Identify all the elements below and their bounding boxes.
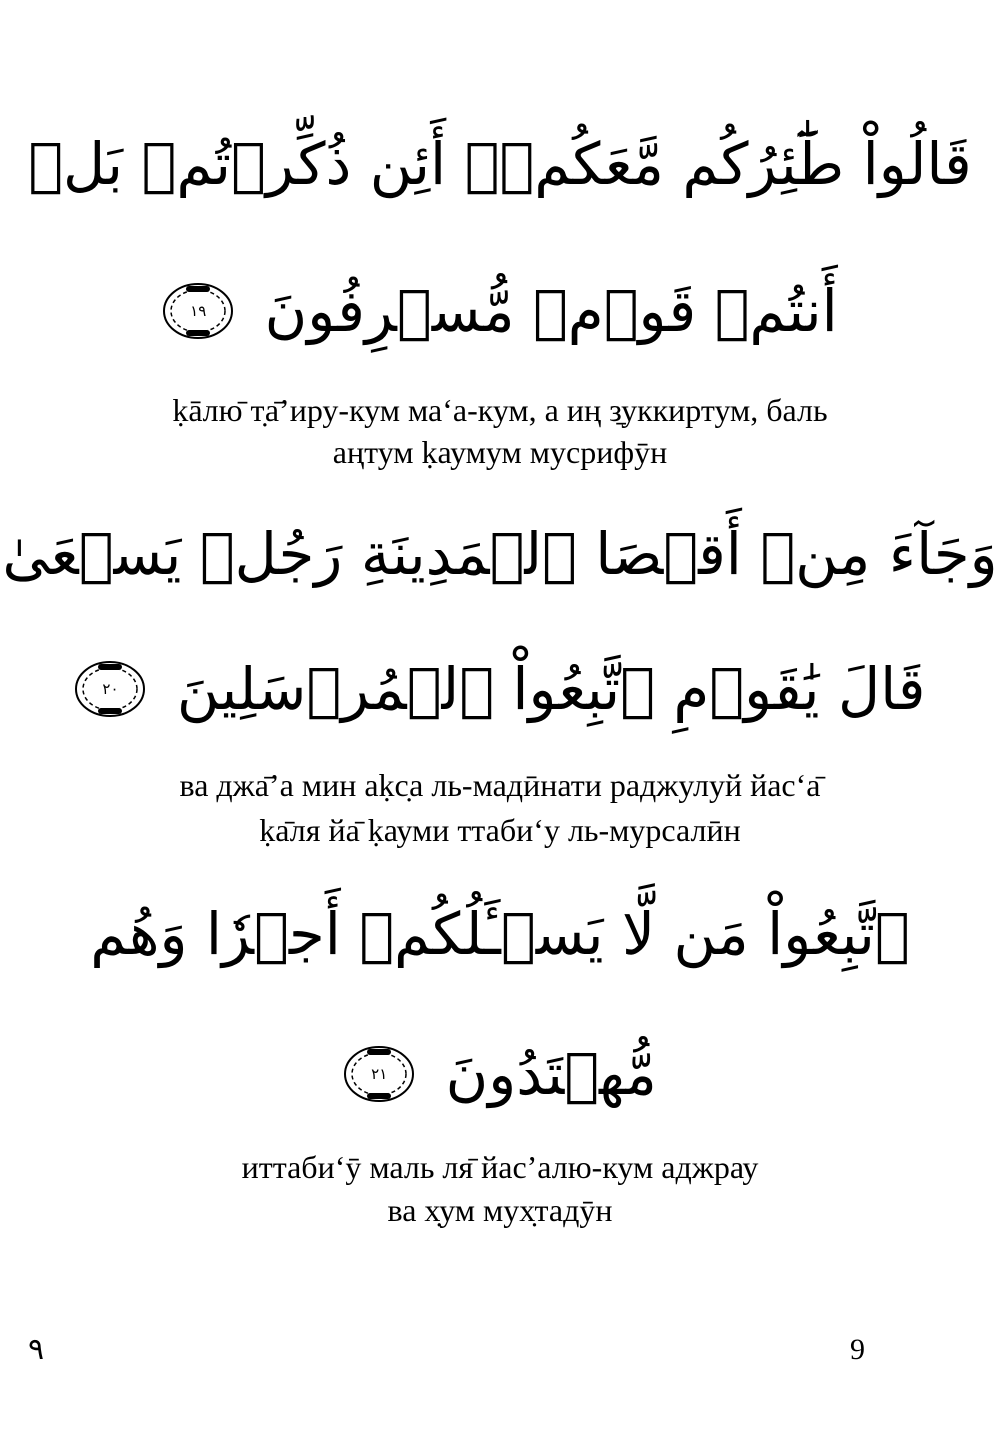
page-number-arabic: ٩ bbox=[28, 1333, 45, 1366]
arabic-text: أَنتُمۡ قَوۡمٞ مُّسۡرِفُونَ bbox=[264, 276, 838, 345]
verse-21-arabic-line-2 bbox=[0, 1025, 1000, 1115]
ayah-number: ٢٠ bbox=[102, 679, 119, 698]
verse-21-translit-line-2: ва х̣ум мух̣тадӯн bbox=[387, 1192, 613, 1228]
ayah-end-marker bbox=[162, 281, 234, 341]
verse-21-arabic-line-1 bbox=[0, 885, 1000, 975]
verse-20-arabic-line-1 bbox=[0, 505, 1000, 595]
ayah-number: ٢١ bbox=[371, 1064, 388, 1083]
ayah-number: ١٩ bbox=[190, 301, 207, 320]
verse-19-arabic-line-2 bbox=[0, 262, 1000, 352]
verse-19-arabic-line-1 bbox=[0, 115, 1000, 205]
verse-20-translit-line-1: ва джа̄ʼа мин аḳс̣а ль-мадӣнати раджулуй йасʻа̄ bbox=[179, 767, 821, 803]
verse-19-translit-line-2: аңтум ḳаумум мусрифӯн bbox=[332, 434, 668, 470]
arabic-text: وَجَآءَ مِنۡ أَقۡصَا ٱلۡمَدِينَةِ رَجُلٞ يَسۡعَىٰ bbox=[2, 519, 998, 588]
arabic-text: ٱتَّبِعُواْ مَن لَّا يَسۡـَٔلُكُمۡ أَجۡرٗا وَهُم bbox=[90, 899, 910, 968]
ayah-end-marker bbox=[343, 1044, 415, 1104]
verse-21-translit-line-1: иттабиʻӯ маль ля̄ йасʼалю-кум аджрау bbox=[241, 1149, 759, 1185]
verse-20-translit-line-2: ḳа̄ля йа̄ ḳауми ттабиʻу ль-мурсалӣн bbox=[259, 812, 741, 848]
verse-20-arabic-line-2 bbox=[0, 640, 1000, 730]
page-number-latin: 9 bbox=[850, 1333, 865, 1366]
arabic-text: قَالَ يَٰقَوۡمِ ٱتَّبِعُواْ ٱلۡمُرۡسَلِينَ bbox=[176, 654, 926, 723]
ayah-end-marker bbox=[74, 659, 146, 719]
arabic-text: مُّهۡتَدُونَ bbox=[445, 1039, 657, 1108]
verse-19-translit-line-1: ḳāлю̄ т̣а̄ʼиру-кум маʻа-кум, а иң з̱уккиртум, баль bbox=[172, 392, 828, 428]
arabic-text: قَالُواْ طَٰٓئِرُكُم مَّعَكُمۡۚ أَئِن ذُكِّرۡتُمۚ بَلۡ bbox=[28, 129, 972, 198]
